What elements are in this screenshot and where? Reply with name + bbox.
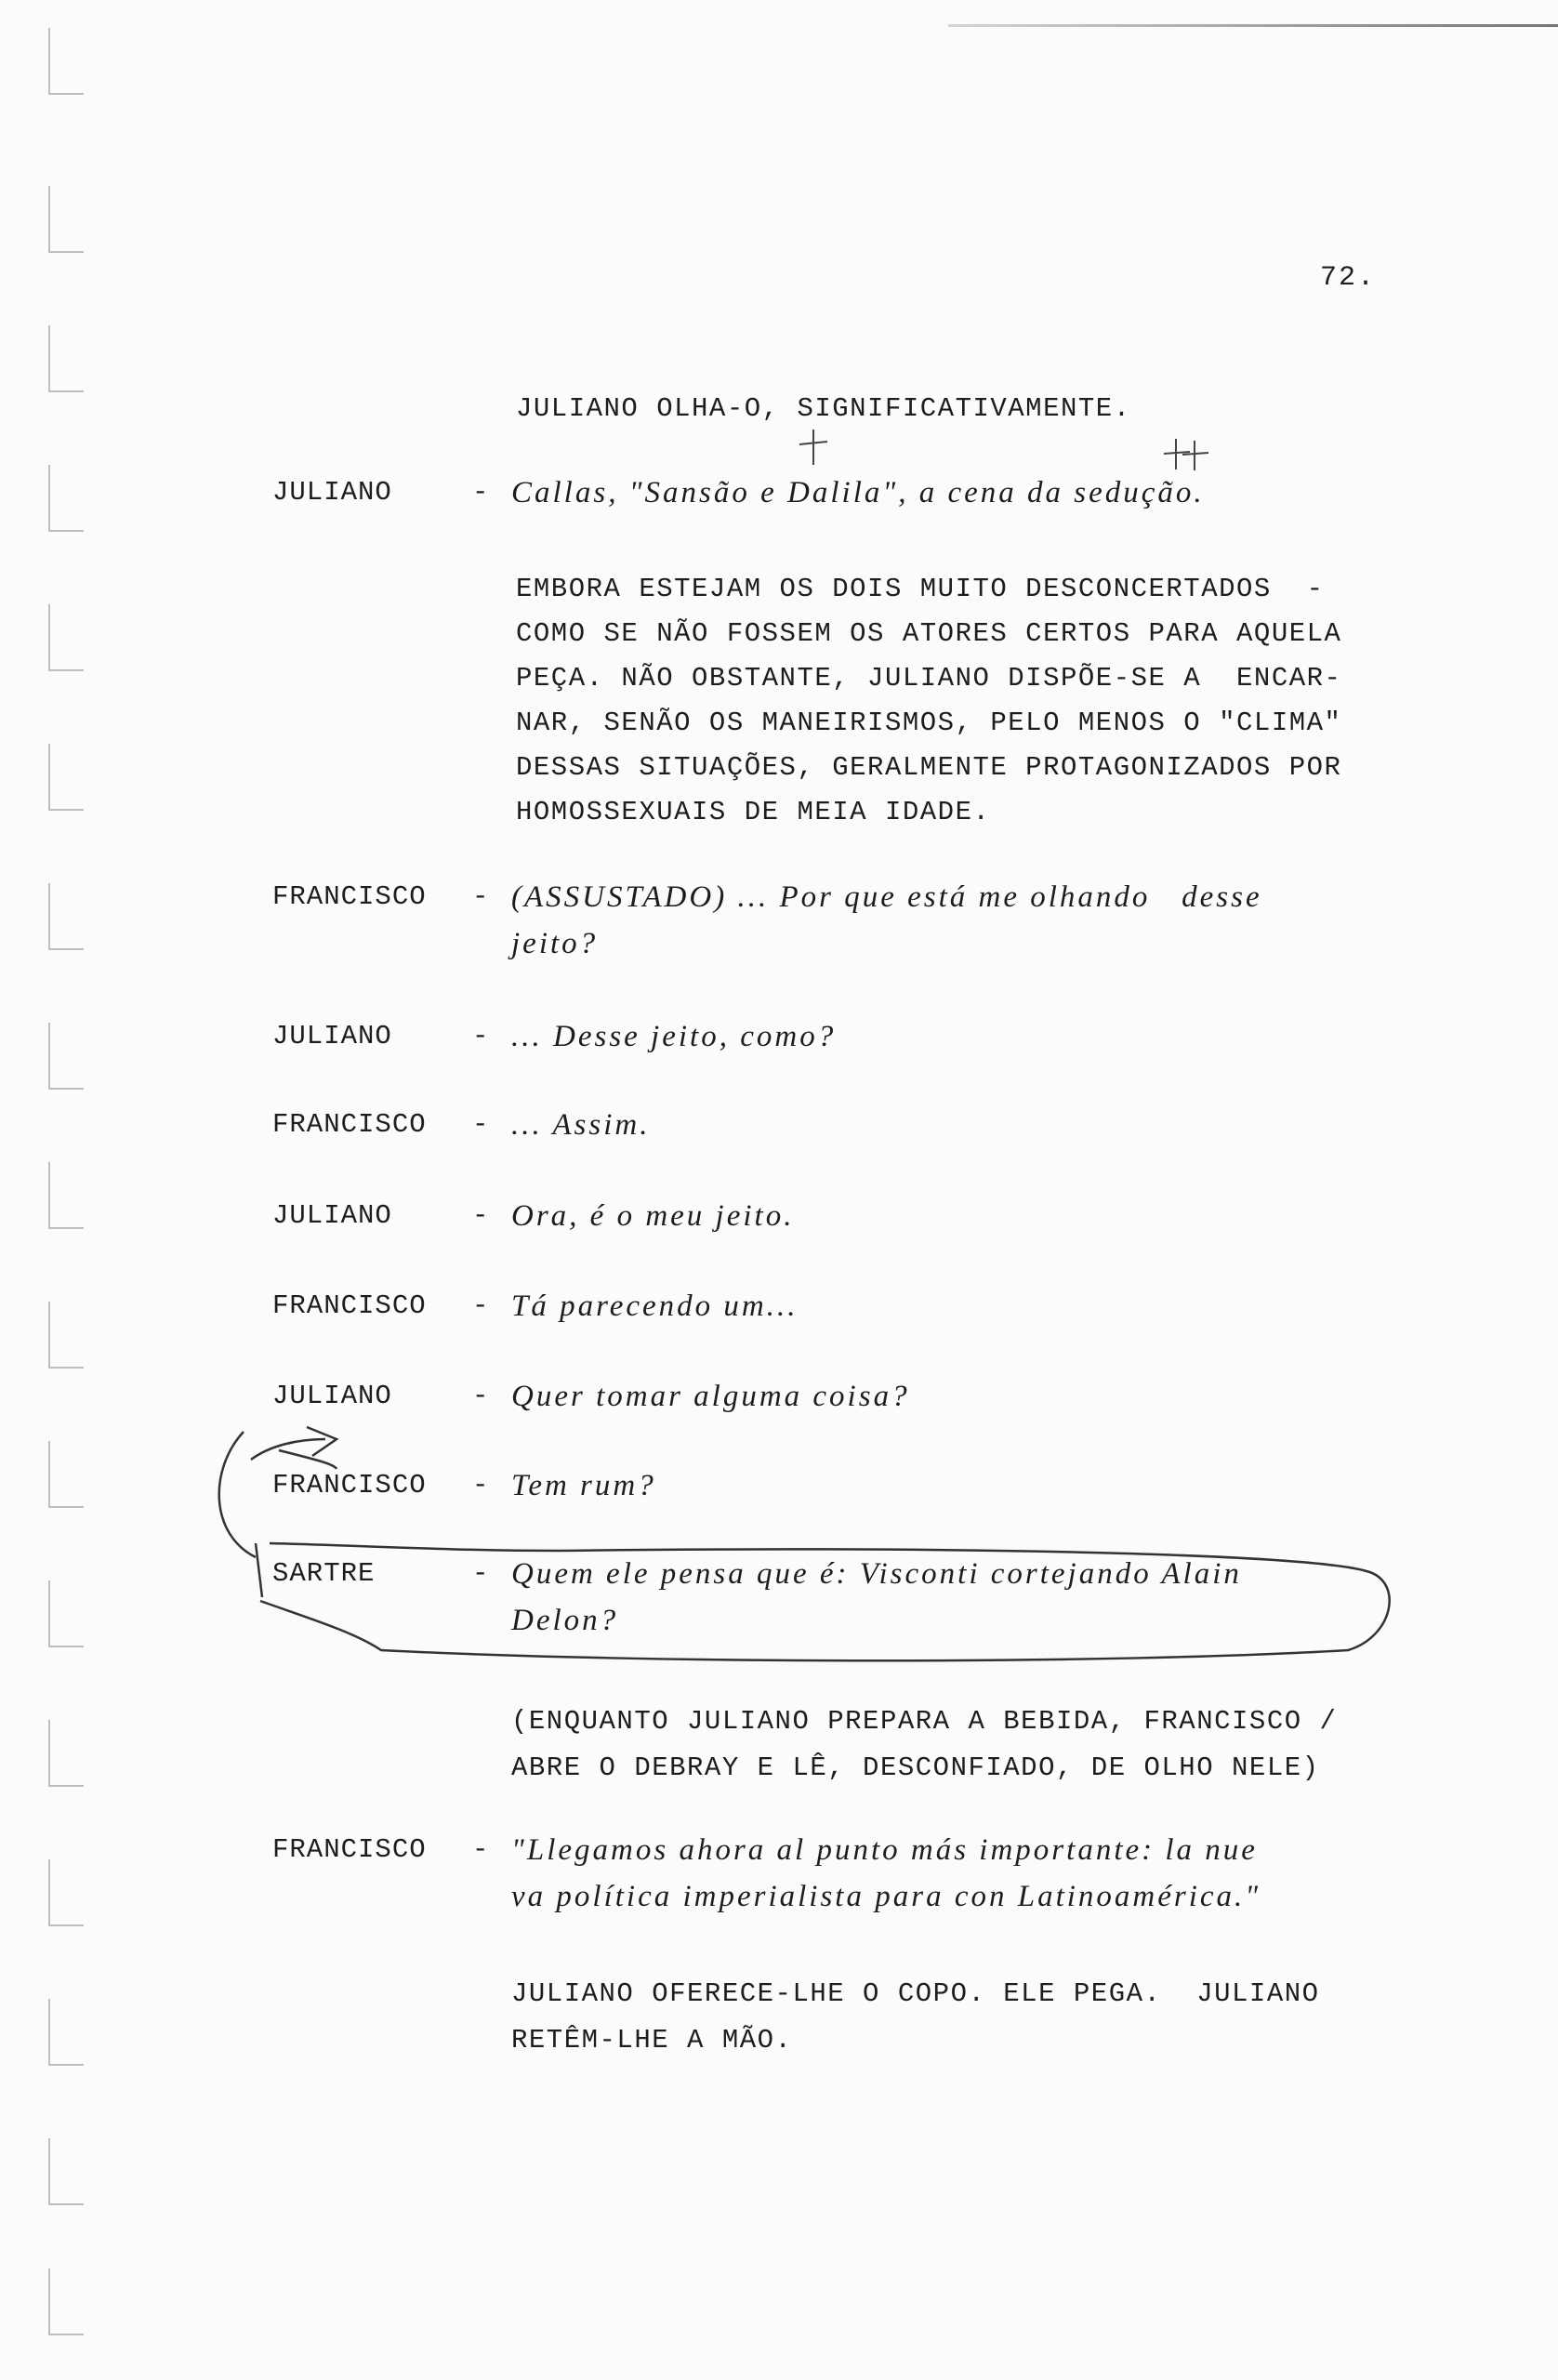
speaker-name: JULIANO bbox=[272, 1021, 392, 1051]
dialogue-text: Quer tomar alguma coisa? bbox=[511, 1380, 910, 1413]
dialogue-text: Callas, "Sansão e Dalila", a cena da sedução. bbox=[511, 476, 1205, 509]
dialogue-text: ... Assim. bbox=[511, 1108, 651, 1142]
binding-mark bbox=[48, 1023, 84, 1090]
binding-mark bbox=[48, 1580, 84, 1647]
binding-mark bbox=[48, 1441, 84, 1508]
stage-direction: (ENQUANTO JULIANO PREPARA A BEBIDA, FRANCISCO / ABRE O DEBRAY E LÊ, DESCONFIADO, DE OLHO NELE) bbox=[511, 1706, 1338, 1783]
dialogue-text: Quem ele pensa que é: Visconti cortejando Alain Delon? bbox=[511, 1557, 1242, 1637]
dialogue-dash: - bbox=[472, 1109, 489, 1140]
dialogue-dash: - bbox=[472, 881, 489, 912]
cross-mark bbox=[799, 430, 827, 465]
binding-mark bbox=[48, 186, 84, 253]
binding-mark bbox=[48, 28, 84, 95]
binding-mark bbox=[48, 1999, 84, 2066]
speaker-name: FRANCISCO bbox=[272, 1109, 427, 1140]
binding-mark bbox=[48, 2138, 84, 2205]
binding-mark bbox=[48, 465, 84, 532]
speaker-name: JULIANO bbox=[272, 477, 392, 508]
dialogue-dash: - bbox=[472, 1200, 489, 1231]
speaker-name: JULIANO bbox=[272, 1200, 392, 1231]
dialogue-text: "Llegamos ahora al punto más importante: la nue va política imperialista para con Latinoamérica." bbox=[511, 1833, 1261, 1913]
binding-mark bbox=[48, 883, 84, 950]
binding-mark bbox=[48, 1720, 84, 1787]
dialogue-dash: - bbox=[472, 1290, 489, 1321]
speaker-name: JULIANO bbox=[272, 1381, 392, 1411]
dialogue-dash: - bbox=[472, 1834, 489, 1865]
binding-mark bbox=[48, 1859, 84, 1926]
dialogue-dash: - bbox=[472, 1021, 489, 1051]
stage-direction: JULIANO OLHA-O, SIGNIFICATIVAMENTE. bbox=[516, 393, 1131, 424]
dialogue-dash: - bbox=[472, 1381, 489, 1411]
binding-mark bbox=[48, 325, 84, 392]
binding-mark bbox=[48, 2268, 84, 2335]
dialogue-dash: - bbox=[472, 1558, 489, 1589]
page-number: 72. bbox=[1320, 262, 1377, 294]
dialogue-text: Ora, é o meu jeito. bbox=[511, 1199, 795, 1233]
dialogue-text: Tá parecendo um... bbox=[511, 1289, 799, 1323]
stage-direction: EMBORA ESTEJAM OS DOIS MUITO DESCONCERTADOS - COMO SE NÃO FOSSEM OS ATORES CERTOS PARA AQUELA PEÇA. NÃO OBSTANTE, JULIANO DISPÕE-SE A ENCAR- NAR, SENÃO OS MANEIRISMOS, PELO MENOS O "CLIMA" DESSAS SITUAÇÕES, GERALMENTE PROTAGONIZADOS POR HOMOSSEXUAIS DE MEIA IDADE. bbox=[516, 574, 1342, 827]
binding-mark bbox=[48, 744, 84, 811]
speaker-name: FRANCISCO bbox=[272, 1290, 427, 1321]
speaker-name: FRANCISCO bbox=[272, 1470, 427, 1501]
binding-mark bbox=[48, 1162, 84, 1229]
speaker-name: FRANCISCO bbox=[272, 881, 427, 912]
dialogue-text: Tem rum? bbox=[511, 1469, 656, 1502]
binding-mark bbox=[48, 1302, 84, 1368]
dialogue-text: (ASSUSTADO) ... Por que está me olhando desse jeito? bbox=[511, 880, 1262, 960]
speaker-name: FRANCISCO bbox=[272, 1834, 427, 1865]
dialogue-dash: - bbox=[472, 1470, 489, 1501]
speaker-name: SARTRE bbox=[272, 1558, 376, 1589]
stage-direction: JULIANO OFERECE-LHE O COPO. ELE PEGA. JULIANO RETÊM-LHE A MÃO. bbox=[511, 1978, 1320, 2056]
dialogue-text: ... Desse jeito, como? bbox=[511, 1020, 837, 1053]
dialogue-dash: - bbox=[472, 477, 489, 508]
binding-mark bbox=[48, 604, 84, 671]
scan-edge-line bbox=[948, 24, 1558, 27]
double-cross-mark bbox=[1164, 439, 1208, 470]
